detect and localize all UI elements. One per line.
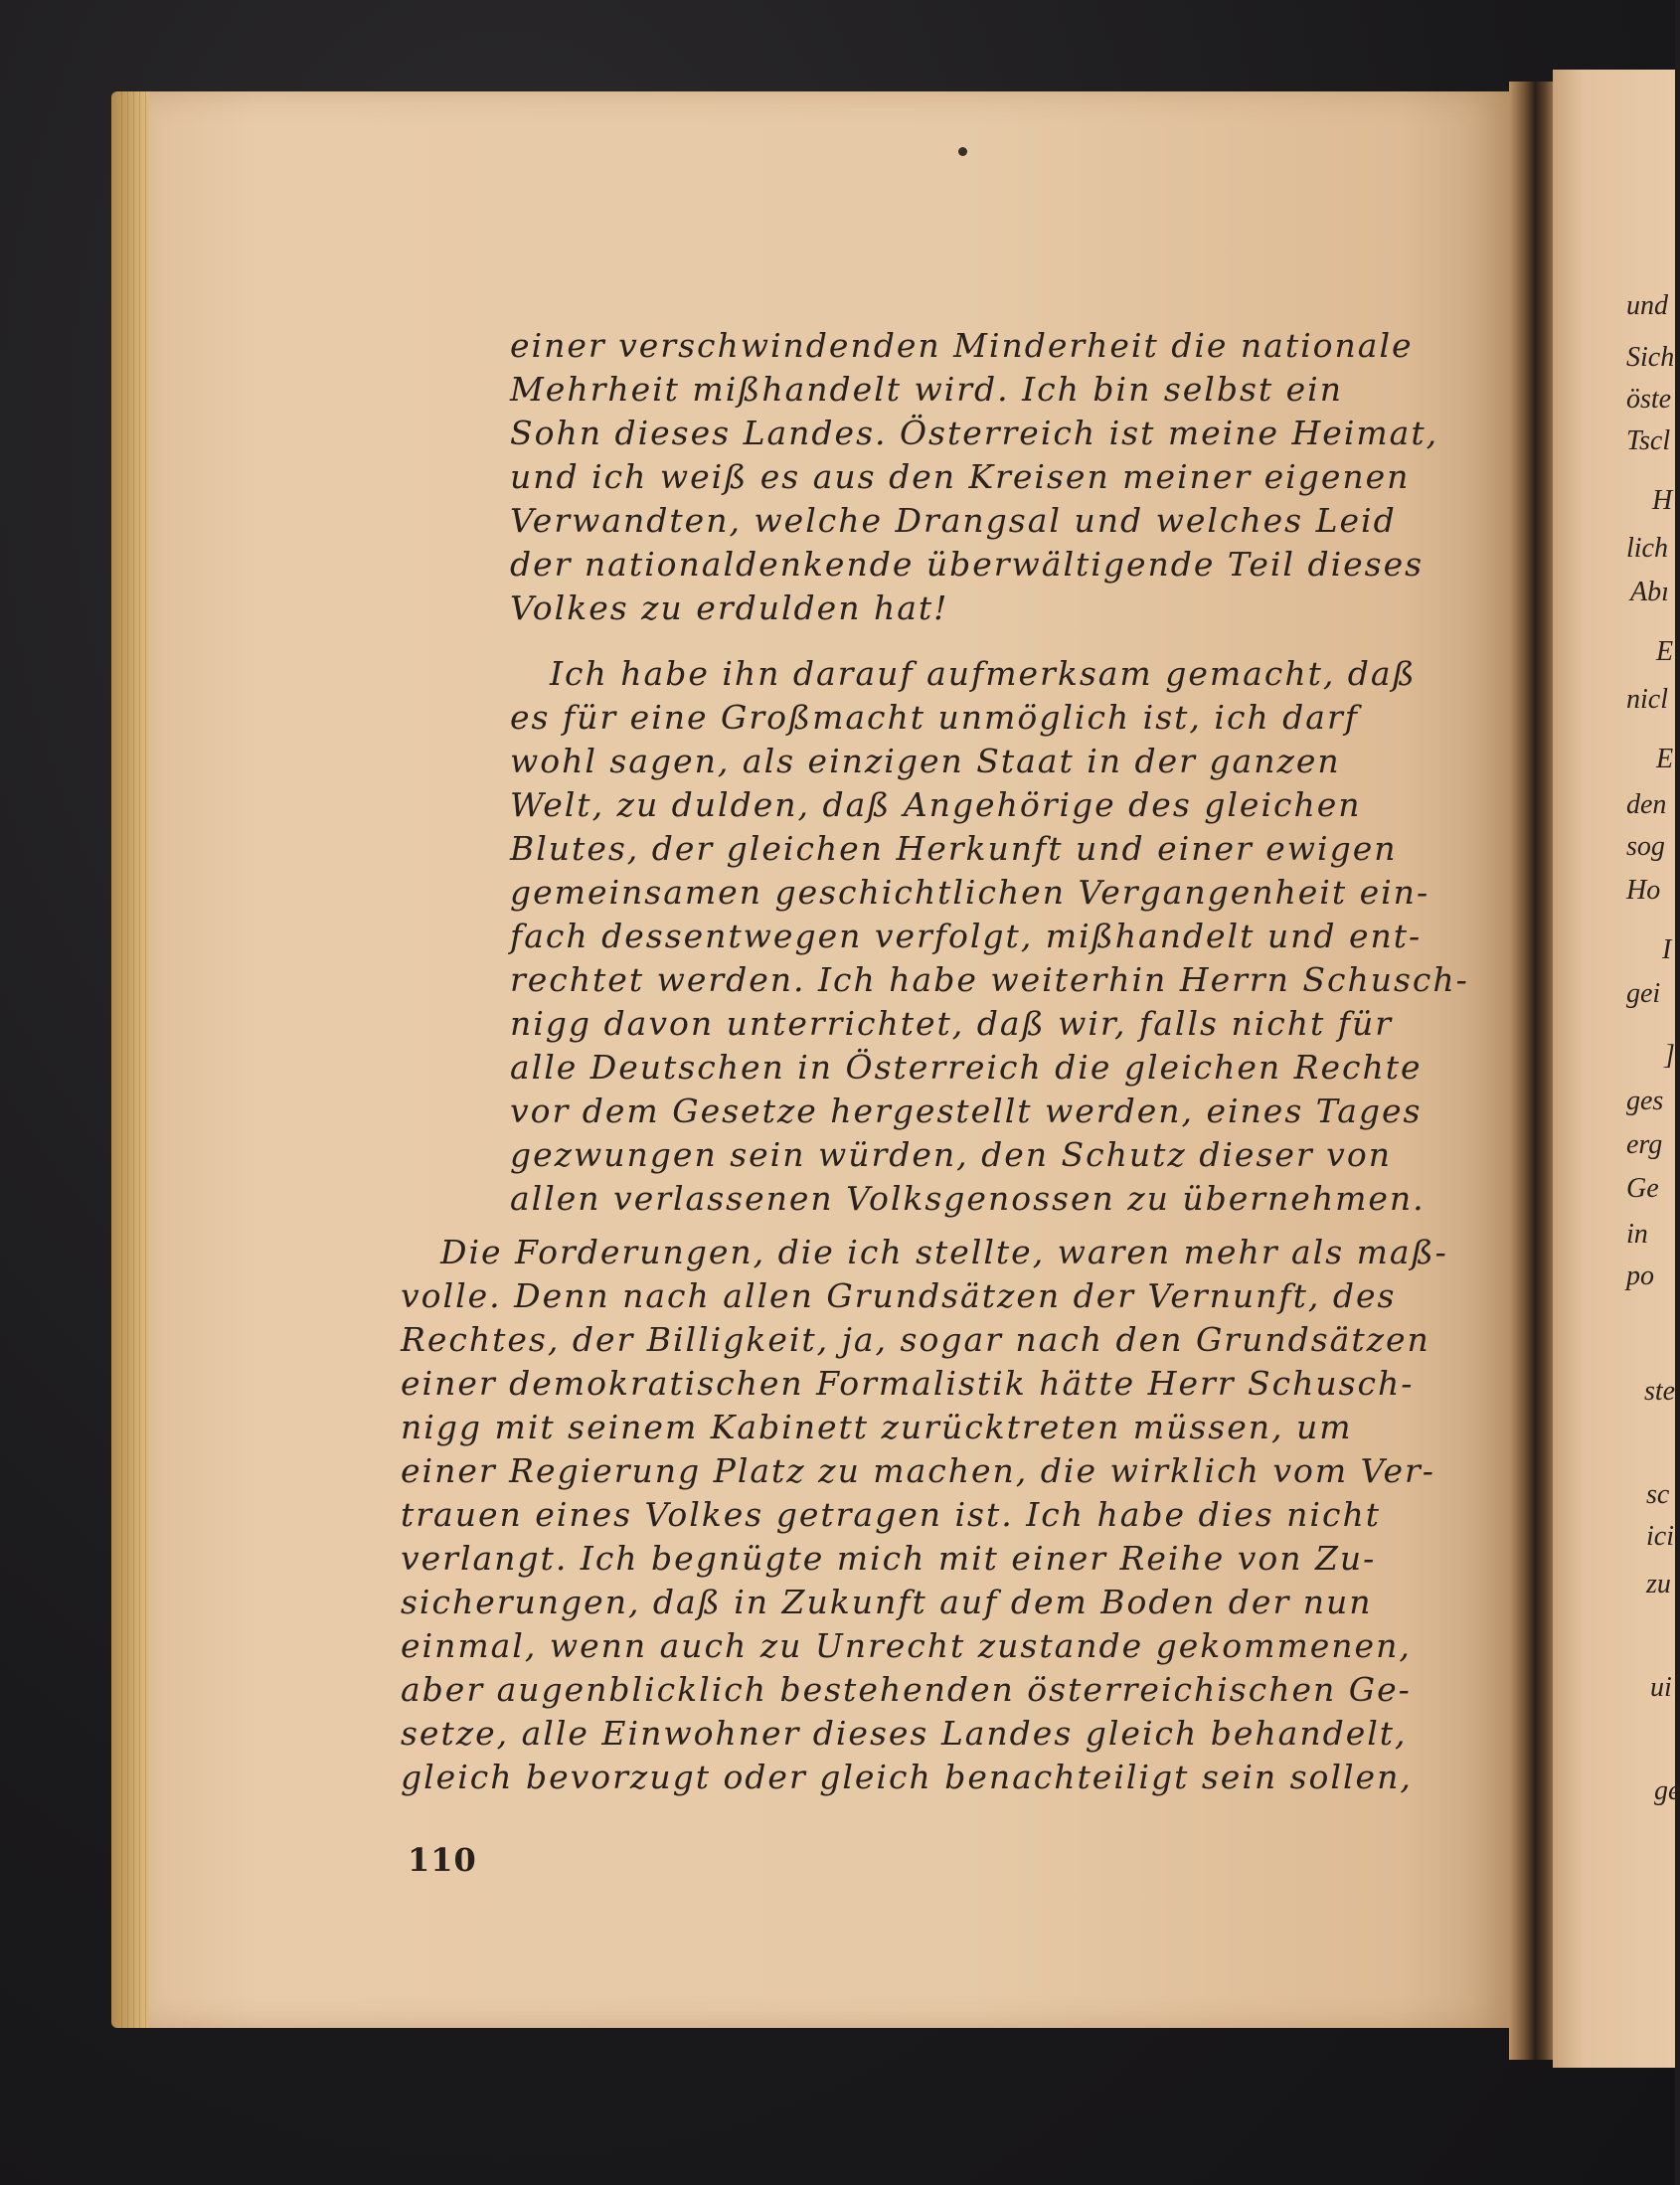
text-line: nigg mit seinem Kabinett zurücktreten müssen, um (401, 1408, 1353, 1446)
text-line: wohl sagen, als einzigen Staat in der ganzen (510, 742, 1341, 780)
text-line: Rechtes, der Billigkeit, ja, sogar nach den Grundsätzen (401, 1320, 1430, 1359)
right-page-fragment: öste (1626, 384, 1672, 415)
text-line: Volkes zu erdulden hat! (510, 588, 949, 627)
text-line: es für eine Großmacht unmöglich ist, ich darf (510, 698, 1359, 737)
text-line: volle. Denn nach allen Grundsätzen der Vernunft, des (401, 1276, 1397, 1315)
text-line: aber augenblicklich bestehenden österreichischen Ge- (401, 1670, 1412, 1709)
right-page-fragment: zu (1646, 1569, 1671, 1599)
text-line: Ich habe ihn darauf aufmerksam gemacht, daß (550, 654, 1417, 693)
text-line: verlangt. Ich begnügte mich mit einer Reihe von Zu- (401, 1539, 1377, 1578)
page-mark-dot (958, 147, 967, 156)
right-page-fragment: ges (1626, 1086, 1664, 1116)
right-page-fragment: Abı (1630, 577, 1669, 607)
text-line: Sohn dieses Landes. Österreich ist meine Heimat, (510, 414, 1439, 452)
text-line: allen verlassenen Volksgenossen zu übernehmen. (510, 1179, 1426, 1218)
text-line: gemeinsamen geschichtlichen Vergangenheit ein- (510, 873, 1430, 912)
page-number: 110 (408, 1841, 477, 1879)
text-line: rechtet werden. Ich habe weiterhin Herrn Schusch- (510, 960, 1469, 999)
paragraph-1 (510, 324, 1438, 630)
right-page-fragment: den (1626, 789, 1667, 820)
right-page-fragment: lich (1626, 533, 1668, 564)
text-line: und ich weiß es aus den Kreisen meiner eigenen (510, 457, 1411, 496)
right-page-fragment: ge (1654, 1775, 1680, 1806)
text-line: der nationaldenkende überwältigende Teil dieses (510, 545, 1425, 584)
paragraph-3 (401, 1231, 1448, 1799)
book-gutter (1509, 82, 1557, 2060)
right-page-fragment: ici (1646, 1521, 1674, 1552)
right-page-fragment: sc (1646, 1479, 1670, 1510)
text-line: fach dessentwegen verfolgt, mißhandelt und ent- (510, 917, 1423, 955)
text-line: trauen eines Volkes getragen ist. Ich habe dies nicht (401, 1495, 1381, 1534)
text-line: einer verschwindenden Minderheit die nationale (510, 326, 1414, 365)
right-page-fragment: in (1626, 1219, 1648, 1250)
text-line: sicherungen, daß in Zukunft auf dem Boden der nun (401, 1583, 1373, 1621)
right-page-fragment: E (1656, 744, 1674, 774)
right-page-fragment: ] (1664, 1040, 1675, 1071)
text-line: Welt, zu dulden, daß Angehörige des gleichen (510, 785, 1362, 824)
text-line: Blutes, der gleichen Herkunft und einer ewigen (510, 829, 1398, 868)
right-page-fragment: nicl (1626, 684, 1668, 715)
text-line: alle Deutschen in Österreich die gleichen Rechte (510, 1048, 1423, 1087)
right-page-fragment: I (1662, 934, 1672, 965)
right-page-fragment: gei (1626, 978, 1661, 1009)
right-page-fragment: erg (1626, 1129, 1663, 1160)
text-line: einmal, wenn auch zu Unrecht zustande gekommenen, (401, 1626, 1412, 1665)
right-page-fragment: E (1656, 636, 1674, 667)
paragraph-2 (510, 652, 1469, 1221)
right-page-fragment: ste (1644, 1376, 1676, 1407)
text-line: gleich bevorzugt oder gleich benachteiligt sein sollen, (401, 1758, 1413, 1796)
text-line: Verwandten, welche Drangsal und welches Leid (510, 501, 1397, 540)
right-page-fragment: po (1626, 1261, 1654, 1291)
right-page-fragment: ui (1650, 1672, 1672, 1703)
right-page-fragment: Tscl (1626, 425, 1671, 456)
right-page-fragment: Ho (1626, 875, 1661, 906)
text-line: gezwungen sein würden, den Schutz dieser von (510, 1135, 1392, 1174)
right-page-fragment: Sich (1626, 342, 1675, 373)
right-page-fragment: sog (1626, 831, 1665, 862)
right-page-fragment: H (1652, 485, 1673, 516)
right-page-fragment: und (1626, 290, 1668, 321)
text-line: nigg davon unterrichtet, daß wir, falls nicht für (510, 1004, 1393, 1043)
text-line: Mehrheit mißhandelt wird. Ich bin selbst ein (510, 370, 1343, 409)
text-line: einer Regierung Platz zu machen, die wirklich vom Ver- (401, 1451, 1435, 1490)
text-line: vor dem Gesetze hergestellt werden, eines Tages (510, 1092, 1423, 1130)
text-line: setze, alle Einwohner dieses Landes gleich behandelt, (401, 1714, 1408, 1753)
right-page-fragment: Ge (1626, 1173, 1659, 1204)
text-line: Die Forderungen, die ich stellte, waren mehr als maß- (440, 1233, 1448, 1271)
text-line: einer demokratischen Formalistik hätte Herr Schusch- (401, 1364, 1415, 1403)
